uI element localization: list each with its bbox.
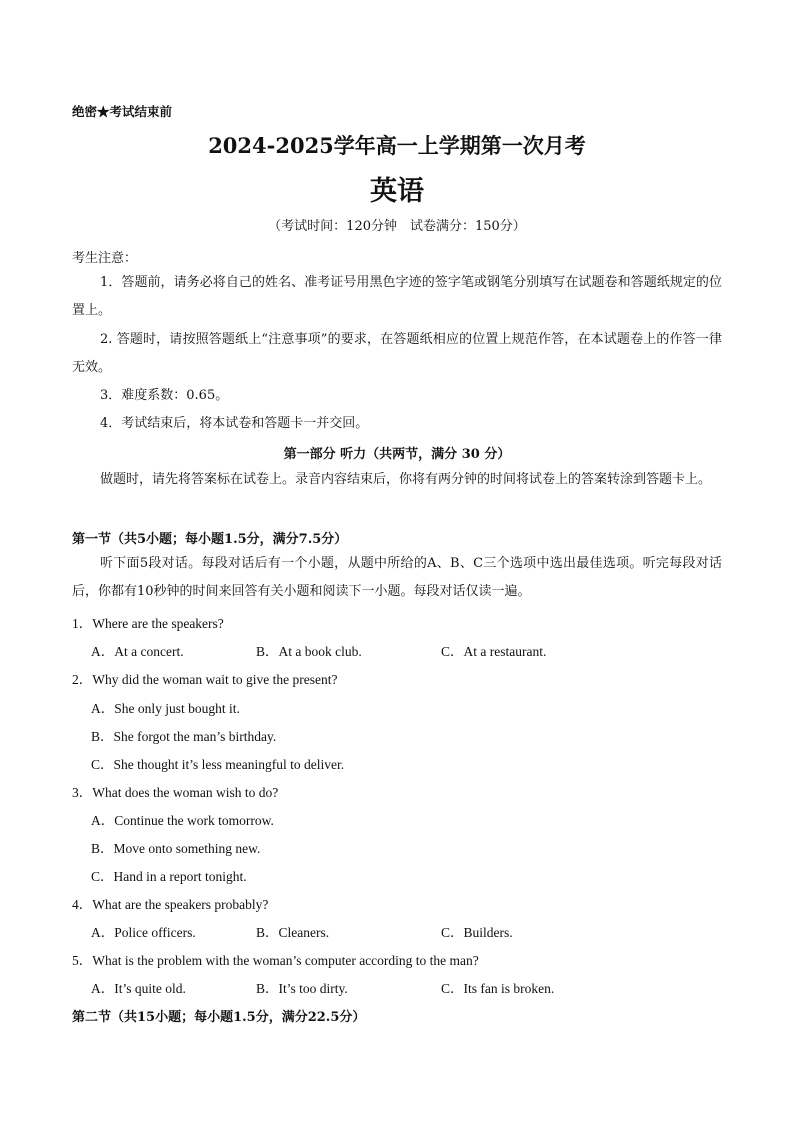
part1-instruction: 做题时，请先将答案标在试卷上。录音内容结束后，你将有两分钟的时间将试卷上的答案转涂到答题卡上。 [100,472,712,487]
q4-option-a: A．Police officers. [91,925,196,940]
q4-option-b: B．Cleaners. [256,925,330,940]
notice-item-3: 3．难度系数：0.65。 [100,388,229,403]
q2-option-c: C．She thought it’s less meaningful to deliver. [91,757,345,772]
question-1: 1．Where are the speakers? [72,616,224,631]
q1-option-a: A．At a concert. [91,644,184,659]
notice-item-4: 4．考试结束后，将本试卷和答题卡一并交回。 [100,416,369,431]
subject-title: 英语 [370,176,424,207]
part1-heading: 第一部分 听力（共两节，满分 30 分） [283,447,511,462]
q3-option-c: C．Hand in a report tonight. [91,869,247,884]
question-2: 2．Why did the woman wait to give the present? [72,672,338,687]
secret-label: 绝密★考试结束前 [72,104,173,119]
question-5: 5．What is the problem with the woman’s computer according to the man? [72,953,479,968]
question-4: 4．What are the speakers probably? [72,897,269,912]
q5-option-b: B．It’s too dirty. [256,981,348,996]
q1-option-c: C．At a restaurant. [441,644,547,659]
section2-heading: 第二节（共15小题；每小题1.5分，满分22.5分） [72,1010,366,1025]
exam-meta: （考试时间：120分钟 试卷满分：150分） [268,219,526,234]
notice-heading: 考生注意： [72,251,138,266]
q2-option-b: B．She forgot the man’s birthday. [91,729,277,744]
q3-option-a: A．Continue the work tomorrow. [91,813,274,828]
question-3: 3．What does the woman wish to do? [72,785,279,800]
notice-item-1: 1．答题前，请务必将自己的姓名、准考证号用黑色字迹的签字笔或钢笔分别填写在试题卷和答题纸规定的位置上。 [72,275,722,318]
q4-option-c: C．Builders. [441,925,513,940]
q1-option-b: B．At a book club. [256,644,362,659]
q3-option-b: B．Move onto something new. [91,841,261,856]
section1-heading: 第一节（共5小题；每小题1.5分，满分7.5分） [72,532,348,547]
notice-item-2: 2. 答题时，请按照答题纸上“注意事项”的要求，在答题纸相应的位置上规范作答，在本试题卷上的作答一律无效。 [72,332,722,375]
exam-title: 2024-2025学年高一上学期第一次月考 [208,133,586,158]
q5-option-a: A．It’s quite old. [91,981,186,996]
q2-option-a: A．She only just bought it. [91,701,240,716]
q5-option-c: C．Its fan is broken. [441,981,555,996]
section1-instruction: 听下面5段对话。每段对话后有一个小题，从题中所给的A、B、C三个选项中选出最佳选项。听完每段对话后，你都有10秒钟的时间来回答有关小题和阅读下一小题。每段对话仅读一遍。 [72,556,722,599]
